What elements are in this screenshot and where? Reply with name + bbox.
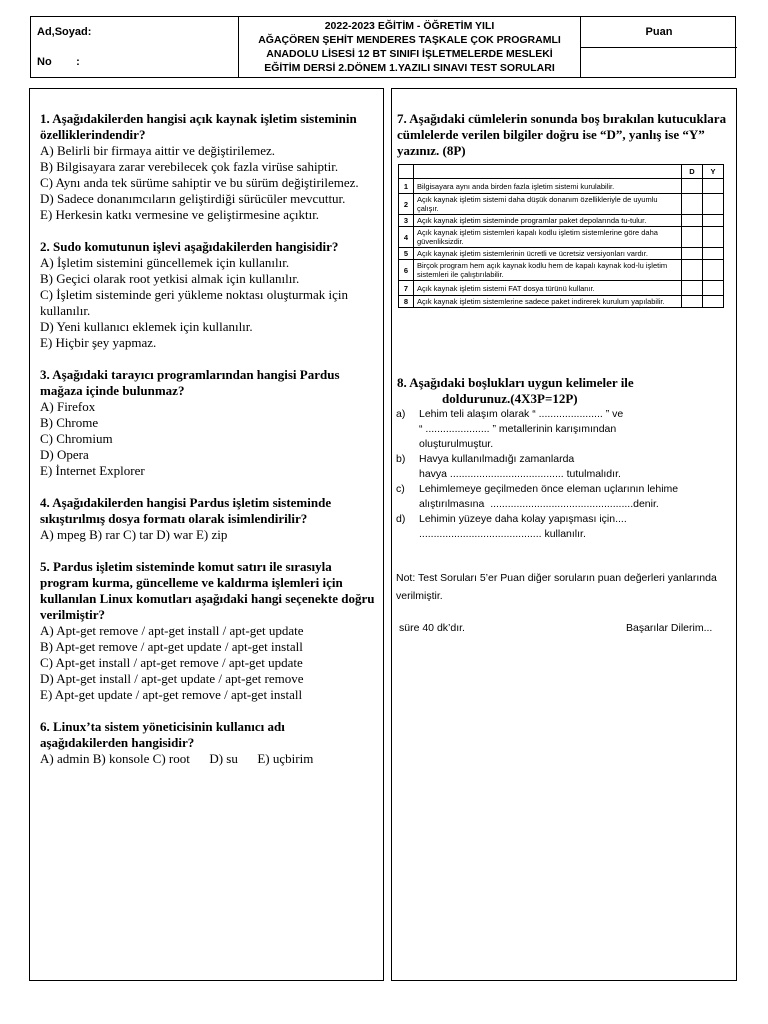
item-line: havya ....................................... tutulmalıdır. — [419, 468, 621, 480]
exam-title-line: 2022-2023 EĞİTİM - ÖĞRETİM YILI — [324, 20, 495, 32]
answer-box-y[interactable] — [703, 248, 724, 260]
statement: Birçok program hem açık kaynak kodlu hem de kapalı kaynak kod-lu işletim sistemleri ile çalıştırılabilir. — [414, 260, 682, 281]
question-2 — [40, 239, 375, 351]
item-line: .......................................... kullanılır. — [419, 528, 586, 540]
option: E) Apt-get update / apt-get remove / apt-get install — [40, 687, 303, 702]
statement: Bilgisayara aynı anda birden fazla işletim sistemi kurulabilir. — [414, 179, 682, 194]
answer-box-y[interactable] — [703, 260, 724, 281]
exam-title-cell — [239, 17, 581, 77]
name-label: Ad,Soyad: — [37, 26, 92, 38]
answer-box-y[interactable] — [703, 194, 724, 215]
answer-box-y[interactable] — [703, 179, 724, 194]
option: C) İşletim sisteminde geri yükleme noktası oluşturmak için kullanılır. — [40, 287, 348, 318]
question-title: 1. Aşağıdakilerden hangisi açık kaynak işletim sisteminin özelliklerindendir? — [40, 111, 357, 142]
answer-box-d[interactable] — [682, 194, 703, 215]
item-key: a) — [396, 408, 406, 420]
option: C) Aynı anda tek sürüme sahiptir ve bu sürüm değiştirilemez. — [40, 175, 359, 190]
question-title: 5. Pardus işletim sisteminde komut satırı ile sırasıyla program kurma, güncelleme ve kaldırma işlemleri için kullanılan Linux komutları aşağıdaki hangi seçenekte doğru verilmiştir? — [40, 559, 375, 622]
exam-title-line: ANADOLU LİSESİ 12 BT SINIFI İŞLETMELERDE MESLEKİ — [266, 48, 553, 60]
row-number: 1 — [399, 179, 414, 194]
item-key: c) — [396, 483, 405, 495]
item-key: d) — [396, 513, 406, 525]
table-row — [399, 215, 724, 227]
option: C) Chromium — [40, 431, 113, 446]
question-title: 7. Aşağıdaki cümlelerin sonunda boş bırakılan kutucuklara cümlelerde verilen bilgiler doğru ise “D”, yanlış ise “Y” yazınız. (8P) — [397, 111, 727, 158]
item-line: Lehimlemeye geçilmeden önce eleman uçlarının lehime — [419, 483, 679, 495]
item-line: alıştırılmasına .................................................denir. — [419, 498, 659, 510]
answer-box-d[interactable] — [682, 296, 703, 308]
duration-text: süre 40 dk’dır. — [399, 622, 465, 634]
score-label: Puan — [581, 17, 737, 48]
row-number: 7 — [399, 281, 414, 296]
row-number: 3 — [399, 215, 414, 227]
item-line: Lehimin yüzeye daha kolay yapışması için.... — [419, 513, 627, 525]
question-title: 6. Linux’ta sistem yöneticisinin kullanıcı adı aşağıdakilerden hangisidir? — [40, 719, 285, 750]
blank-item — [396, 452, 731, 482]
item-line: Havya kullanılmadığı zamanlarda — [419, 453, 575, 465]
blank-item — [396, 512, 731, 542]
statement: Açık kaynak işletim sistemi daha düşük donanım özellikleriyle de uyumlu çalışır. — [414, 194, 682, 215]
row-number: 2 — [399, 194, 414, 215]
blank-item — [396, 482, 731, 512]
table-row — [399, 248, 724, 260]
table-row — [399, 227, 724, 248]
option: B) Geçici olarak root yetkisi almak için kullanılır. — [40, 271, 300, 286]
option: A) İşletim sistemini güncellemek için kullanılır. — [40, 255, 290, 270]
table-row — [399, 260, 724, 281]
answer-box-d[interactable] — [682, 281, 703, 296]
exam-title-line: AĞAÇÖREN ŞEHİT MENDERES TAŞKALE ÇOK PROGRAMLI — [258, 34, 561, 46]
answer-box-d[interactable] — [682, 179, 703, 194]
option: B) Chrome — [40, 415, 99, 430]
exam-title-line: EĞİTİM DERSİ 2.DÖNEM 1.YAZILI SINAVI TEST SORULARI — [264, 62, 555, 74]
option: D) Apt-get install / apt-get update / apt-get remove — [40, 671, 304, 686]
option: E) Herkesin katkı vermesine ve geliştirmesine açıktır. — [40, 207, 320, 222]
item-line: Lehim teli alaşım olarak “ ...................... ” ve — [419, 408, 624, 420]
number-label: No : — [37, 56, 80, 68]
answer-box-d[interactable] — [682, 227, 703, 248]
option: E) İnternet Explorer — [40, 463, 145, 478]
question-8 — [397, 375, 727, 407]
table-row — [399, 179, 724, 194]
answer-box-y[interactable] — [703, 281, 724, 296]
statement: Açık kaynak işletim sistemlerine sadece paket indirerek kurulum yapılabilir. — [414, 296, 682, 308]
question-7 — [397, 111, 727, 159]
blank-item — [396, 407, 731, 452]
row-number: 8 — [399, 296, 414, 308]
table-header-cell — [414, 165, 682, 179]
question-title: doldurunuz.(4X3P=12P) — [442, 391, 578, 406]
option: A) Firefox — [40, 399, 96, 414]
table-header-cell — [399, 165, 414, 179]
answer-box-d[interactable] — [682, 260, 703, 281]
answer-box-d[interactable] — [682, 215, 703, 227]
column-d-header: D — [682, 165, 703, 179]
question-title: 2. Sudo komutunun işlevi aşağıdakilerden hangisidir? — [40, 239, 339, 254]
option: D) Yeni kullanıcı eklemek için kullanılır. — [40, 319, 253, 334]
question-1 — [40, 111, 375, 223]
row-number: 5 — [399, 248, 414, 260]
score-note: Not: Test Soruları 5’er Puan diğer soruların puan değerleri yanlarında verilmiştir. — [396, 572, 717, 602]
good-luck-text: Başarılar Dilerim... — [626, 622, 713, 634]
student-info-cell — [31, 17, 239, 77]
option: E) Hiçbir şey yapmaz. — [40, 335, 157, 350]
option: A) Belirli bir firmaya aittir ve değiştirilemez. — [40, 143, 276, 158]
statement: Açık kaynak işletim sisteminde programlar paket depolarında tu-tulur. — [414, 215, 682, 227]
question-5 — [40, 559, 375, 703]
option: A) mpeg B) rar C) tar D) war E) zip — [40, 527, 228, 542]
answer-box-y[interactable] — [703, 227, 724, 248]
table-row — [399, 194, 724, 215]
question-title: 4. Aşağıdakilerden hangisi Pardus işletim sisteminde sıkıştırılmış dosya formatı olarak isimlendirilir? — [40, 495, 332, 526]
score-cell — [581, 17, 737, 77]
table-row — [399, 296, 724, 308]
item-line: oluşturulmuştur. — [419, 438, 494, 450]
column-y-header: Y — [703, 165, 724, 179]
true-false-table — [398, 164, 724, 308]
question-list — [40, 111, 375, 767]
table-row — [399, 281, 724, 296]
option: D) Sadece donanımcıların geliştirdiği sürücüler mevcuttur. — [40, 191, 346, 206]
answer-box-y[interactable] — [703, 215, 724, 227]
statement: Açık kaynak işletim sistemleri kapalı kodlu işletim sistemlerine göre daha güvenliksizdir. — [414, 227, 682, 248]
question-6 — [40, 719, 375, 767]
option: A) Apt-get remove / apt-get install / apt-get update — [40, 623, 304, 638]
option: D) Opera — [40, 447, 89, 462]
exam-header — [30, 16, 736, 78]
statement: Açık kaynak işletim sistemi FAT dosya türünü kullanır. — [414, 281, 682, 296]
statement: Açık kaynak işletim sistemlerinin ücretli ve ücretsiz versiyonları vardır. — [414, 248, 682, 260]
item-line: “ ...................... ” metallerinin karışımından — [419, 423, 617, 435]
question-title: 8. Aşağıdaki boşlukları uygun kelimeler ile — [397, 375, 634, 390]
option: A) admin B) konsole C) root D) su E) uçbirim — [40, 751, 314, 766]
question-4 — [40, 495, 375, 543]
answer-box-d[interactable] — [682, 248, 703, 260]
option: B) Apt-get remove / apt-get update / apt-get install — [40, 639, 303, 654]
exam-title — [239, 17, 580, 75]
item-key: b) — [396, 453, 406, 465]
option: B) Bilgisayara zarar verebilecek çok fazla virüse sahiptir. — [40, 159, 339, 174]
answer-box-y[interactable] — [703, 296, 724, 308]
row-number: 6 — [399, 260, 414, 281]
question-title: 3. Aşağıdaki tarayıcı programlarından hangisi Pardus mağaza içinde bulunmaz? — [40, 367, 340, 398]
row-number: 4 — [399, 227, 414, 248]
fill-in-blanks — [396, 407, 731, 542]
option: C) Apt-get install / apt-get remove / apt-get update — [40, 655, 303, 670]
table-header-row — [399, 165, 724, 179]
question-3 — [40, 367, 375, 479]
